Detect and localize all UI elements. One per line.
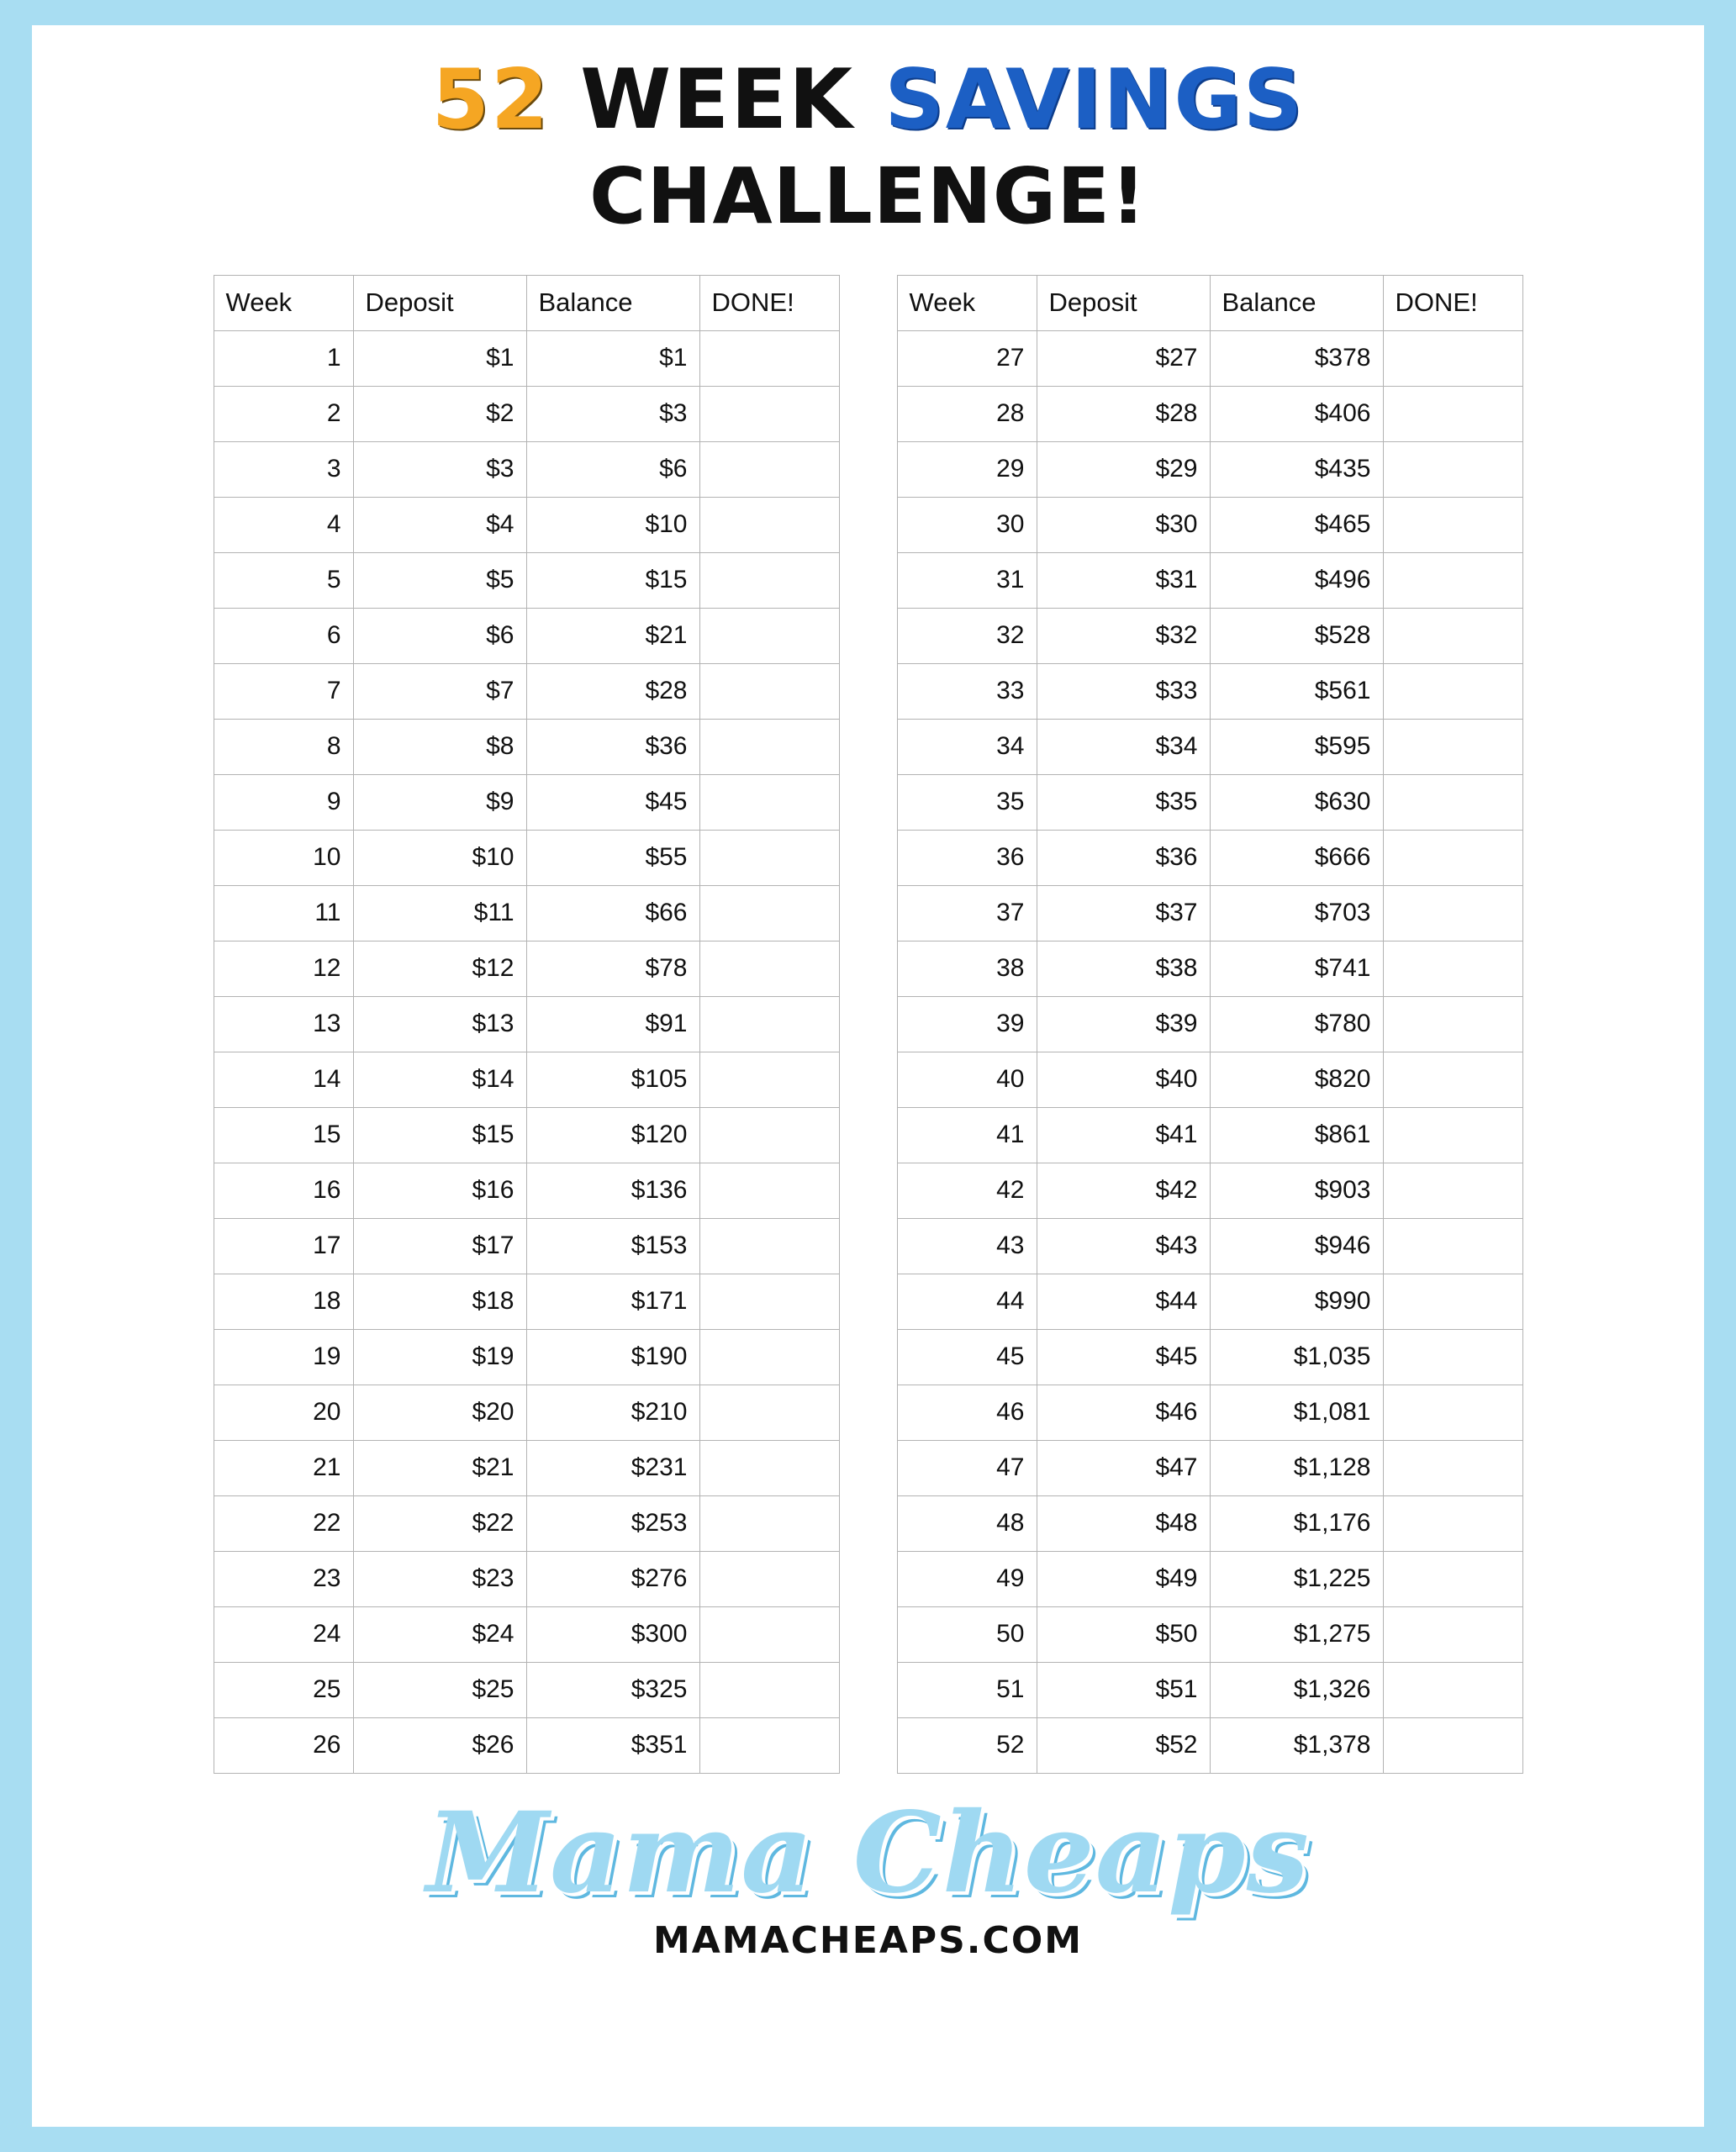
cell-balance: $55 bbox=[526, 830, 699, 885]
table-row bbox=[214, 1495, 839, 1551]
cell-week: 41 bbox=[897, 1107, 1037, 1163]
column-header-deposit: Deposit bbox=[353, 275, 526, 330]
cell-balance: $406 bbox=[1210, 386, 1383, 441]
cell-done-checkbox[interactable] bbox=[1383, 1717, 1522, 1773]
cell-balance: $1,081 bbox=[1210, 1385, 1383, 1440]
cell-week: 9 bbox=[214, 774, 353, 830]
table-row bbox=[897, 1551, 1522, 1606]
column-header-week: Week bbox=[214, 275, 353, 330]
cell-week: 24 bbox=[214, 1606, 353, 1662]
cell-deposit: $27 bbox=[1037, 330, 1210, 386]
cell-week: 3 bbox=[214, 441, 353, 497]
table-body-right bbox=[897, 330, 1522, 1773]
table-row bbox=[214, 1717, 839, 1773]
cell-deposit: $24 bbox=[353, 1606, 526, 1662]
cell-week: 28 bbox=[897, 386, 1037, 441]
cell-deposit: $6 bbox=[353, 608, 526, 663]
table-row bbox=[214, 774, 839, 830]
cell-week: 25 bbox=[214, 1662, 353, 1717]
cell-week: 29 bbox=[897, 441, 1037, 497]
title-part-week: WEEK bbox=[580, 52, 855, 148]
table-row bbox=[897, 1717, 1522, 1773]
table-row bbox=[214, 885, 839, 941]
cell-balance: $561 bbox=[1210, 663, 1383, 719]
cell-week: 16 bbox=[214, 1163, 353, 1218]
cell-week: 26 bbox=[214, 1717, 353, 1773]
cell-week: 31 bbox=[897, 552, 1037, 608]
cell-done-checkbox[interactable] bbox=[1383, 330, 1522, 386]
cell-done-checkbox[interactable] bbox=[699, 1218, 839, 1274]
cell-week: 33 bbox=[897, 663, 1037, 719]
cell-balance: $78 bbox=[526, 941, 699, 996]
cell-balance: $903 bbox=[1210, 1163, 1383, 1218]
table-row bbox=[214, 608, 839, 663]
savings-table-weeks-1-26 bbox=[214, 275, 840, 1774]
brand-website: MAMACHEAPS.COM bbox=[652, 1918, 1084, 1962]
printable-page bbox=[32, 25, 1704, 2127]
cell-done-checkbox[interactable] bbox=[1383, 386, 1522, 441]
cell-balance: $666 bbox=[1210, 830, 1383, 885]
cell-deposit: $52 bbox=[1037, 1717, 1210, 1773]
table-row bbox=[897, 663, 1522, 719]
table-row bbox=[214, 719, 839, 774]
cell-deposit: $31 bbox=[1037, 552, 1210, 608]
cell-deposit: $38 bbox=[1037, 941, 1210, 996]
cell-balance: $595 bbox=[1210, 719, 1383, 774]
cell-deposit: $46 bbox=[1037, 1385, 1210, 1440]
title-part-52: 52 bbox=[431, 52, 551, 148]
cell-deposit: $22 bbox=[353, 1495, 526, 1551]
cell-deposit: $19 bbox=[353, 1329, 526, 1385]
cell-done-checkbox[interactable] bbox=[699, 996, 839, 1052]
table-row bbox=[897, 885, 1522, 941]
cell-done-checkbox[interactable] bbox=[699, 941, 839, 996]
cell-deposit: $9 bbox=[353, 774, 526, 830]
cell-deposit: $30 bbox=[1037, 497, 1210, 552]
column-header-done: DONE! bbox=[699, 275, 839, 330]
table-row bbox=[897, 1662, 1522, 1717]
cell-deposit: $33 bbox=[1037, 663, 1210, 719]
cell-deposit: $2 bbox=[353, 386, 526, 441]
cell-deposit: $10 bbox=[353, 830, 526, 885]
cell-week: 13 bbox=[214, 996, 353, 1052]
table-header-row bbox=[897, 275, 1522, 330]
cell-balance: $946 bbox=[1210, 1218, 1383, 1274]
cell-deposit: $29 bbox=[1037, 441, 1210, 497]
table-row bbox=[897, 1606, 1522, 1662]
cell-balance: $171 bbox=[526, 1274, 699, 1329]
cell-balance: $136 bbox=[526, 1163, 699, 1218]
cell-deposit: $42 bbox=[1037, 1163, 1210, 1218]
cell-week: 43 bbox=[897, 1218, 1037, 1274]
cell-balance: $1,128 bbox=[1210, 1440, 1383, 1495]
cell-deposit: $5 bbox=[353, 552, 526, 608]
cell-done-checkbox[interactable] bbox=[699, 663, 839, 719]
cell-done-checkbox[interactable] bbox=[1383, 1329, 1522, 1385]
cell-week: 20 bbox=[214, 1385, 353, 1440]
table-row bbox=[214, 1662, 839, 1717]
cell-week: 19 bbox=[214, 1329, 353, 1385]
table-row bbox=[897, 1329, 1522, 1385]
table-row bbox=[897, 1052, 1522, 1107]
cell-done-checkbox[interactable] bbox=[1383, 885, 1522, 941]
cell-week: 49 bbox=[897, 1551, 1037, 1606]
cell-done-checkbox[interactable] bbox=[699, 885, 839, 941]
brand-logo-text: Mama Cheaps bbox=[426, 1787, 1310, 1918]
cell-deposit: $14 bbox=[353, 1052, 526, 1107]
cell-deposit: $20 bbox=[353, 1385, 526, 1440]
cell-balance: $378 bbox=[1210, 330, 1383, 386]
title-line-1 bbox=[32, 52, 1704, 148]
cell-balance: $231 bbox=[526, 1440, 699, 1495]
cell-week: 10 bbox=[214, 830, 353, 885]
cell-week: 47 bbox=[897, 1440, 1037, 1495]
cell-week: 34 bbox=[897, 719, 1037, 774]
column-header-deposit: Deposit bbox=[1037, 275, 1210, 330]
cell-balance: $820 bbox=[1210, 1052, 1383, 1107]
table-row bbox=[897, 497, 1522, 552]
cell-deposit: $37 bbox=[1037, 885, 1210, 941]
column-header-done: DONE! bbox=[1383, 275, 1522, 330]
brand-footer bbox=[32, 1787, 1704, 1962]
cell-deposit: $15 bbox=[353, 1107, 526, 1163]
page-title bbox=[32, 25, 1704, 241]
cell-deposit: $26 bbox=[353, 1717, 526, 1773]
cell-done-checkbox[interactable] bbox=[1383, 608, 1522, 663]
cell-week: 8 bbox=[214, 719, 353, 774]
cell-balance: $105 bbox=[526, 1052, 699, 1107]
cell-done-checkbox[interactable] bbox=[1383, 497, 1522, 552]
cell-done-checkbox[interactable] bbox=[1383, 830, 1522, 885]
cell-deposit: $8 bbox=[353, 719, 526, 774]
cell-balance: $66 bbox=[526, 885, 699, 941]
cell-done-checkbox[interactable] bbox=[1383, 441, 1522, 497]
cell-balance: $10 bbox=[526, 497, 699, 552]
cell-week: 2 bbox=[214, 386, 353, 441]
cell-week: 39 bbox=[897, 996, 1037, 1052]
table-row bbox=[897, 1218, 1522, 1274]
cell-done-checkbox[interactable] bbox=[699, 1717, 839, 1773]
cell-done-checkbox[interactable] bbox=[1383, 1551, 1522, 1606]
table-row bbox=[897, 386, 1522, 441]
table-row bbox=[897, 719, 1522, 774]
cell-week: 38 bbox=[897, 941, 1037, 996]
cell-done-checkbox[interactable] bbox=[699, 1052, 839, 1107]
table-row bbox=[897, 1495, 1522, 1551]
cell-done-checkbox[interactable] bbox=[699, 1495, 839, 1551]
cell-deposit: $43 bbox=[1037, 1218, 1210, 1274]
cell-balance: $45 bbox=[526, 774, 699, 830]
cell-done-checkbox[interactable] bbox=[1383, 552, 1522, 608]
cell-balance: $1,225 bbox=[1210, 1551, 1383, 1606]
cell-balance: $1,035 bbox=[1210, 1329, 1383, 1385]
cell-week: 48 bbox=[897, 1495, 1037, 1551]
cell-done-checkbox[interactable] bbox=[699, 1107, 839, 1163]
cell-done-checkbox[interactable] bbox=[699, 1163, 839, 1218]
cell-balance: $1,275 bbox=[1210, 1606, 1383, 1662]
cell-week: 45 bbox=[897, 1329, 1037, 1385]
cell-balance: $990 bbox=[1210, 1274, 1383, 1329]
cell-deposit: $13 bbox=[353, 996, 526, 1052]
cell-balance: $15 bbox=[526, 552, 699, 608]
cell-done-checkbox[interactable] bbox=[699, 1440, 839, 1495]
table-row bbox=[897, 1440, 1522, 1495]
cell-balance: $6 bbox=[526, 441, 699, 497]
cell-week: 35 bbox=[897, 774, 1037, 830]
cell-deposit: $1 bbox=[353, 330, 526, 386]
table-row bbox=[214, 1107, 839, 1163]
cell-week: 44 bbox=[897, 1274, 1037, 1329]
cell-week: 37 bbox=[897, 885, 1037, 941]
cell-balance: $630 bbox=[1210, 774, 1383, 830]
cell-balance: $1 bbox=[526, 330, 699, 386]
table-row bbox=[214, 1274, 839, 1329]
cell-week: 6 bbox=[214, 608, 353, 663]
cell-deposit: $25 bbox=[353, 1662, 526, 1717]
table-row bbox=[214, 1329, 839, 1385]
cell-balance: $91 bbox=[526, 996, 699, 1052]
table-row bbox=[897, 1107, 1522, 1163]
cell-week: 52 bbox=[897, 1717, 1037, 1773]
cell-deposit: $12 bbox=[353, 941, 526, 996]
cell-deposit: $50 bbox=[1037, 1606, 1210, 1662]
cell-done-checkbox[interactable] bbox=[1383, 1052, 1522, 1107]
cell-balance: $3 bbox=[526, 386, 699, 441]
cell-done-checkbox[interactable] bbox=[699, 774, 839, 830]
cell-week: 50 bbox=[897, 1606, 1037, 1662]
title-line-2: CHALLENGE! bbox=[588, 150, 1148, 241]
cell-done-checkbox[interactable] bbox=[699, 330, 839, 386]
cell-done-checkbox[interactable] bbox=[699, 1606, 839, 1662]
table-row bbox=[214, 1385, 839, 1440]
cell-done-checkbox[interactable] bbox=[699, 1385, 839, 1440]
savings-table-weeks-27-52 bbox=[897, 275, 1523, 1774]
table-row bbox=[897, 941, 1522, 996]
cell-balance: $36 bbox=[526, 719, 699, 774]
cell-balance: $703 bbox=[1210, 885, 1383, 941]
cell-balance: $210 bbox=[526, 1385, 699, 1440]
column-header-week: Week bbox=[897, 275, 1037, 330]
cell-done-checkbox[interactable] bbox=[699, 386, 839, 441]
table-row bbox=[897, 330, 1522, 386]
cell-deposit: $3 bbox=[353, 441, 526, 497]
column-header-balance: Balance bbox=[1210, 275, 1383, 330]
cell-balance: $496 bbox=[1210, 552, 1383, 608]
cell-balance: $21 bbox=[526, 608, 699, 663]
cell-done-checkbox[interactable] bbox=[699, 1662, 839, 1717]
cell-deposit: $36 bbox=[1037, 830, 1210, 885]
cell-deposit: $34 bbox=[1037, 719, 1210, 774]
table-row bbox=[897, 996, 1522, 1052]
cell-balance: $1,326 bbox=[1210, 1662, 1383, 1717]
cell-week: 27 bbox=[897, 330, 1037, 386]
table-row bbox=[214, 386, 839, 441]
cell-week: 40 bbox=[897, 1052, 1037, 1107]
cell-done-checkbox[interactable] bbox=[1383, 1218, 1522, 1274]
table-row bbox=[214, 1052, 839, 1107]
cell-balance: $741 bbox=[1210, 941, 1383, 996]
table-row bbox=[214, 996, 839, 1052]
cell-balance: $153 bbox=[526, 1218, 699, 1274]
table-row bbox=[214, 1606, 839, 1662]
cell-week: 4 bbox=[214, 497, 353, 552]
cell-balance: $120 bbox=[526, 1107, 699, 1163]
cell-week: 23 bbox=[214, 1551, 353, 1606]
table-row bbox=[897, 441, 1522, 497]
table-row bbox=[214, 1440, 839, 1495]
cell-deposit: $39 bbox=[1037, 996, 1210, 1052]
cell-balance: $465 bbox=[1210, 497, 1383, 552]
cell-deposit: $35 bbox=[1037, 774, 1210, 830]
cell-balance: $276 bbox=[526, 1551, 699, 1606]
cell-week: 18 bbox=[214, 1274, 353, 1329]
table-row bbox=[214, 663, 839, 719]
cell-balance: $861 bbox=[1210, 1107, 1383, 1163]
cell-deposit: $32 bbox=[1037, 608, 1210, 663]
table-row bbox=[897, 830, 1522, 885]
table-row bbox=[897, 1274, 1522, 1329]
table-row bbox=[214, 830, 839, 885]
cell-done-checkbox[interactable] bbox=[699, 1274, 839, 1329]
cell-done-checkbox[interactable] bbox=[1383, 1606, 1522, 1662]
cell-done-checkbox[interactable] bbox=[699, 1551, 839, 1606]
table-row bbox=[897, 1163, 1522, 1218]
cell-done-checkbox[interactable] bbox=[699, 830, 839, 885]
table-header-row bbox=[214, 275, 839, 330]
cell-deposit: $51 bbox=[1037, 1662, 1210, 1717]
cell-deposit: $49 bbox=[1037, 1551, 1210, 1606]
cell-balance: $190 bbox=[526, 1329, 699, 1385]
cell-week: 22 bbox=[214, 1495, 353, 1551]
cell-balance: $28 bbox=[526, 663, 699, 719]
cell-done-checkbox[interactable] bbox=[1383, 1440, 1522, 1495]
table-row bbox=[214, 330, 839, 386]
cell-deposit: $16 bbox=[353, 1163, 526, 1218]
cell-balance: $780 bbox=[1210, 996, 1383, 1052]
table-row bbox=[214, 1218, 839, 1274]
cell-deposit: $28 bbox=[1037, 386, 1210, 441]
cell-done-checkbox[interactable] bbox=[1383, 663, 1522, 719]
cell-week: 5 bbox=[214, 552, 353, 608]
cell-done-checkbox[interactable] bbox=[1383, 1107, 1522, 1163]
cell-done-checkbox[interactable] bbox=[1383, 719, 1522, 774]
cell-deposit: $7 bbox=[353, 663, 526, 719]
cell-balance: $325 bbox=[526, 1662, 699, 1717]
cell-balance: $351 bbox=[526, 1717, 699, 1773]
cell-deposit: $21 bbox=[353, 1440, 526, 1495]
cell-deposit: $4 bbox=[353, 497, 526, 552]
cell-done-checkbox[interactable] bbox=[1383, 1495, 1522, 1551]
table-row bbox=[214, 497, 839, 552]
table-row bbox=[214, 552, 839, 608]
table-row bbox=[897, 608, 1522, 663]
cell-week: 12 bbox=[214, 941, 353, 996]
cell-done-checkbox[interactable] bbox=[1383, 1163, 1522, 1218]
cell-deposit: $40 bbox=[1037, 1052, 1210, 1107]
cell-done-checkbox[interactable] bbox=[1383, 1385, 1522, 1440]
table-row bbox=[897, 774, 1522, 830]
cell-balance: $253 bbox=[526, 1495, 699, 1551]
table-body-left bbox=[214, 330, 839, 1773]
cell-deposit: $11 bbox=[353, 885, 526, 941]
cell-week: 17 bbox=[214, 1218, 353, 1274]
table-row bbox=[214, 941, 839, 996]
column-header-balance: Balance bbox=[526, 275, 699, 330]
cell-done-checkbox[interactable] bbox=[1383, 1274, 1522, 1329]
cell-week: 14 bbox=[214, 1052, 353, 1107]
cell-balance: $1,378 bbox=[1210, 1717, 1383, 1773]
cell-week: 36 bbox=[897, 830, 1037, 885]
title-part-savings: SAVINGS bbox=[884, 52, 1305, 148]
cell-balance: $300 bbox=[526, 1606, 699, 1662]
table-row bbox=[214, 441, 839, 497]
cell-week: 51 bbox=[897, 1662, 1037, 1717]
cell-done-checkbox[interactable] bbox=[1383, 996, 1522, 1052]
cell-done-checkbox[interactable] bbox=[699, 1329, 839, 1385]
cell-done-checkbox[interactable] bbox=[1383, 774, 1522, 830]
table-row bbox=[897, 552, 1522, 608]
cell-deposit: $18 bbox=[353, 1274, 526, 1329]
cell-balance: $528 bbox=[1210, 608, 1383, 663]
cell-done-checkbox[interactable] bbox=[1383, 941, 1522, 996]
cell-week: 11 bbox=[214, 885, 353, 941]
cell-week: 46 bbox=[897, 1385, 1037, 1440]
cell-balance: $435 bbox=[1210, 441, 1383, 497]
cell-deposit: $17 bbox=[353, 1218, 526, 1274]
cell-done-checkbox[interactable] bbox=[699, 441, 839, 497]
cell-done-checkbox[interactable] bbox=[699, 552, 839, 608]
table-row bbox=[214, 1163, 839, 1218]
cell-deposit: $41 bbox=[1037, 1107, 1210, 1163]
cell-balance: $1,176 bbox=[1210, 1495, 1383, 1551]
cell-week: 15 bbox=[214, 1107, 353, 1163]
cell-week: 42 bbox=[897, 1163, 1037, 1218]
cell-week: 1 bbox=[214, 330, 353, 386]
cell-done-checkbox[interactable] bbox=[699, 608, 839, 663]
cell-done-checkbox[interactable] bbox=[699, 719, 839, 774]
table-row bbox=[214, 1551, 839, 1606]
cell-week: 7 bbox=[214, 663, 353, 719]
cell-deposit: $23 bbox=[353, 1551, 526, 1606]
cell-week: 30 bbox=[897, 497, 1037, 552]
cell-deposit: $45 bbox=[1037, 1329, 1210, 1385]
cell-deposit: $44 bbox=[1037, 1274, 1210, 1329]
cell-done-checkbox[interactable] bbox=[699, 497, 839, 552]
cell-week: 21 bbox=[214, 1440, 353, 1495]
cell-week: 32 bbox=[897, 608, 1037, 663]
cell-deposit: $48 bbox=[1037, 1495, 1210, 1551]
table-row bbox=[897, 1385, 1522, 1440]
savings-tables bbox=[32, 275, 1704, 1774]
cell-deposit: $47 bbox=[1037, 1440, 1210, 1495]
cell-done-checkbox[interactable] bbox=[1383, 1662, 1522, 1717]
